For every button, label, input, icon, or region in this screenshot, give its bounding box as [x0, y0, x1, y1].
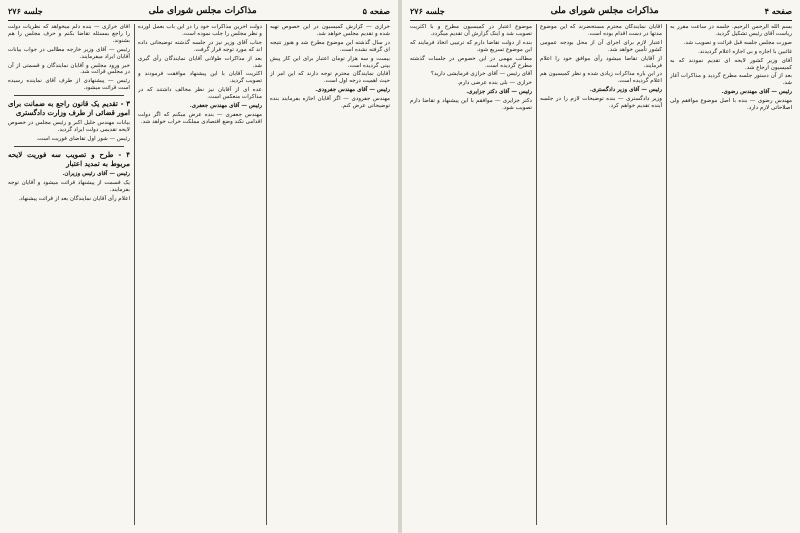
- paragraph: بیانات مهندس خلیل اکبر و رئیس مجلس در خصوص لایحه تقدیمی دولت ایراد گردید.: [8, 120, 130, 134]
- paragraph: آقای وزیر کشور لایحه ای تقدیم نمودند که به کمیسیون ارجاع شد.: [670, 57, 792, 71]
- section-divider: [14, 146, 124, 147]
- paragraph: اکثریت آقایان با این پیشنهاد موافقت فرمودند و تصویب گردید.: [138, 71, 262, 85]
- section-heading: ۳ - تقدیم یک قانون راجع به ضمانت برای امور قضائی از طرف وزارت دادگستری: [8, 99, 130, 118]
- paragraph: دولت آخرین مذاکرات خود را در این باب بعمل آورده و نظر مجلس را جلب نموده است.: [138, 24, 262, 37]
- page-label: صفحه ۵: [362, 6, 390, 16]
- right-col-3: [410, 24, 532, 525]
- session-number: جلسه ۲۷۶: [410, 6, 445, 16]
- paragraph: رئیس — شور اول تقاضای فوریت است.: [36, 135, 130, 142]
- paragraph: در سال گذشته این موضوع مطرح شد و هنوز نتیجه ای گرفته نشده است.: [270, 39, 390, 53]
- paragraph: مهندس جعفری — بنده عرض میکنم که اگر دولت اقدامی نکند وضع اقتصادی مملکت خراب خواهد شد.: [138, 111, 262, 125]
- column-divider: [666, 24, 667, 525]
- paragraph: وزیر دادگستری — بنده توضیحات لازم را در جلسه آینده تقدیم خواهم کرد.: [540, 96, 662, 110]
- right-page-header: [410, 4, 792, 18]
- paragraph: دکتر جزایری — موافقم با این پیشنهاد و تقاضا دارم تصویب شود.: [410, 98, 532, 112]
- section-heading: ۴ - طرح و تصویب سه فوریت لایحه مربوط به تمدید اعتبار: [8, 149, 130, 168]
- paragraph: آقای خرازی — بنده دلم میخواهد که نظریات دولت را راجع بمسئله تقاضا بکنم و حرف مجلس را هم بشنوند.: [8, 24, 130, 44]
- page-title: مذاکرات مجلس شورای ملی: [148, 6, 257, 16]
- paragraph: آقایان نمایندگان محترم مستحضرند که این موضوع مدتها در دست اقدام بوده است.: [540, 24, 662, 37]
- paragraph: مهندس رضوی — بنده با اصل موضوع موافقم ولی اصلاحاتی لازم دارد.: [670, 98, 792, 112]
- column-divider: [266, 24, 267, 525]
- paragraph: جناب آقای وزیر نیز در جلسه گذشته توضیحاتی داده اند که مورد توجه قرار گرفت.: [138, 39, 262, 53]
- header-rule: [410, 20, 792, 21]
- right-col-2: [540, 24, 662, 525]
- right-col-1: [670, 24, 792, 525]
- session-number: جلسه ۲۷۶: [8, 6, 43, 16]
- paragraph: غائبین با اجازه و بی اجازه اعلام گردیدند.: [698, 48, 792, 55]
- speaker-line: رئیس — آقای وزیر دادگستری.: [589, 87, 662, 94]
- paragraph: از آقایان تقاضا میشود رأی موافق خود را اعلام فرمایند.: [540, 55, 662, 69]
- paragraph: خرازی — بلی بنده عرضی دارم.: [457, 80, 532, 87]
- paragraph: رئیس — پیشنهادی از طرف آقای نماینده رسیده است قرائت میشود.: [8, 78, 130, 92]
- page-title: مذاکرات مجلس شورای ملی: [550, 6, 659, 16]
- paragraph: آقای رئیس — آقای خرازی فرمایشی دارید؟: [430, 71, 532, 78]
- left-page-header: [8, 4, 390, 18]
- paragraph: بسم الله الرحمن الرحیم. جلسه در ساعت مقرر به ریاست آقای رئیس تشکیل گردید.: [670, 24, 792, 37]
- paragraph: عده ای از آقایان نیز نظر مخالف داشتند که در مذاکرات منعکس است.: [138, 87, 262, 101]
- paragraph: یک قسمت از پیشنهاد قرائت میشود و آقایان توجه بفرمایند.: [8, 179, 130, 193]
- column-divider: [536, 24, 537, 525]
- right-page: [402, 0, 800, 533]
- speaker-line: رئیس — آقای مهندس جفرودی.: [315, 87, 390, 94]
- left-col-3: [8, 24, 130, 525]
- paragraph: خبر ورود مجلس و آقایان نمایندگان و قسمتی از آن در مجلس قرائت شد.: [8, 62, 130, 76]
- speaker-line: رئیس — آقای مهندس جعفری.: [189, 103, 262, 110]
- paragraph: موضوع اعتبار در کمیسیون مطرح و با اکثریت تصویب شد و اینک گزارش آن تقدیم میگردد.: [410, 24, 532, 37]
- paragraph: بنده از دولت تقاضا دارم که ترتیبی اتخاذ فرمایند که این موضوع تسریع شود.: [410, 39, 532, 53]
- paragraph: خرازی — گزارش کمیسیون در این خصوص تهیه شده و تقدیم مجلس خواهد شد.: [270, 24, 390, 37]
- speaker-line: رئیس — آقای مهندس رضوی.: [721, 89, 792, 96]
- paragraph: رئیس — آقای وزیر خارجه مطالبی در جواب بیانات آقایان ایراد میفرمایند.: [8, 46, 130, 60]
- paragraph: بعد از آن دستور جلسه مطرح گردید و مذاکرات آغاز شد.: [670, 73, 792, 87]
- header-rule: [8, 20, 390, 21]
- column-divider: [134, 24, 135, 525]
- paragraph: صورت مجلس جلسه قبل قرائت و تصویب شد.: [683, 39, 792, 46]
- left-col-2: [138, 24, 262, 525]
- paragraph: مهندس جفرودی — اگر آقایان اجازه بفرمایند بنده توضیحاتی عرض کنم.: [270, 96, 390, 110]
- paragraph: بعد از مذاکرات طولانی آقایان نمایندگان رأی گیری شد.: [138, 55, 262, 69]
- paragraph: اعتبار لازم برای اجرای آن از محل بودجه عمومی کشور تأمین خواهد شد.: [540, 39, 662, 53]
- paragraph: اعلام رأی آقایان نمایندگان بعد از قرائت پیشنهاد.: [18, 195, 130, 202]
- paragraph: آقایان نمایندگان محترم توجه دارند که این امر از حیث اهمیت درجه اول است.: [270, 71, 390, 85]
- speaker-line: رئیس — آقای دکتر جزایری.: [466, 89, 532, 96]
- section-divider: [14, 95, 124, 96]
- page-label: صفحه ۴: [764, 6, 792, 16]
- left-page: [0, 0, 398, 533]
- speaker-line: رئیس — آقای رئیس وزیران.: [62, 170, 130, 177]
- paragraph: بیست و سه هزار تومان اعتبار برای این کار پیش بینی گردیده است.: [270, 55, 390, 69]
- left-col-1: [270, 24, 390, 525]
- paragraph: مطالب مهمی در این خصوص در جلسات گذشته مطرح گردیده است.: [410, 55, 532, 69]
- paragraph: در این باره مذاکرات زیادی شده و نظر کمیسیون هم اعلام گردیده است.: [540, 71, 662, 85]
